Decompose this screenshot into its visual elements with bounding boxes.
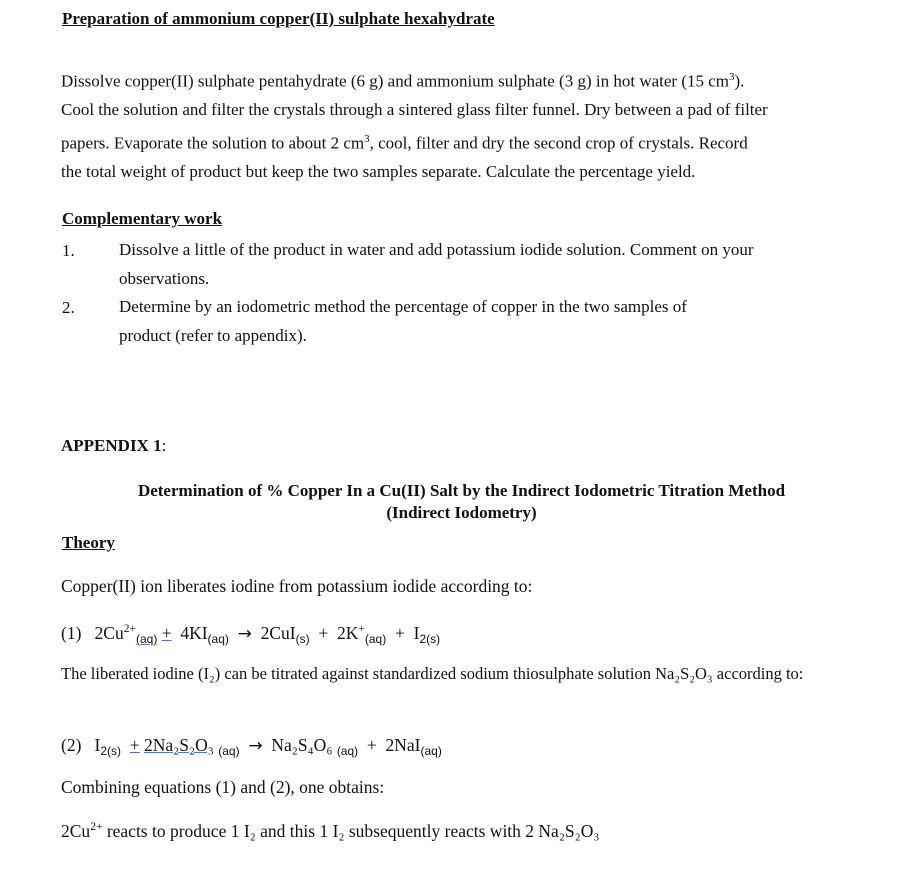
procedure-line-4: the total weight of product but keep the two samples separate. Calculate the percentage yield. [61, 162, 696, 182]
theory-intro: Copper(II) ion liberates iodine from potassium iodide according to: [61, 576, 533, 596]
reaction-arrow: → [248, 736, 263, 756]
procedure-paragraph [61, 63, 861, 187]
appendix-title: Determination of % Copper In a Cu(II) Salt by the Indirect Iodometric Titration Method (Indirect Iodometry) [137, 481, 786, 522]
equation-2: (2) $I_{2(s)} + 2Na_2S_2O_3$ $_{(aq)}$ → Na₂S₄O₆ $_{(aq)}$ + 2NaI$_{(aq)}$ [61, 735, 442, 758]
reaction-arrow: → [237, 624, 252, 644]
page-title: Preparation of ammonium copper(II) sulphate hexahydrate [62, 9, 495, 28]
superscript: 3 [729, 71, 735, 83]
titration-paragraph: The liberated iodine (I₂) can be titrated against standardized sodium thiosulphate solution Na₂S₂O₃ according to: [61, 664, 804, 683]
procedure-line-1: Dissolve copper(II) sulphate pentahydrate (6 g) and ammonium sulphate (3 g) in hot water (15 $cm^3$). [61, 71, 745, 91]
list-item-number: 1. [62, 241, 75, 260]
procedure-line-3: papers. Evaporate the solution to about 2 $cm^3$, cool, filter and dry the second crop of crystals. Record [61, 133, 748, 153]
combining-text: Combining equations (1) and (2), one obtains: [61, 777, 385, 797]
final-statement: $2Cu^{2+}$ reacts to produce 1 I₂ and this 1 I₂ subsequently reacts with 2 Na₂S₂O₃ [61, 821, 600, 841]
theory-heading: Theory [62, 533, 115, 552]
equation-1: (1) $2Cu^{2+}_{(aq)} + 4KI_{(aq)} \to 2CuI_{(s)} + 2K^+_{(aq)} + I_{2(s)}$ [61, 623, 441, 646]
procedure-line-2: Cool the solution and filter the crystals through a sintered glass filter funnel. Dry between a pad of filter [61, 100, 768, 120]
appendix-label: APPENDIX 1: [61, 436, 167, 455]
superscript: 3 [364, 133, 370, 146]
list-item: Dissolve a little of the product in water and add potassium iodide solution. Comment on your observations. [119, 240, 754, 288]
list-item-number: 2. [62, 298, 75, 317]
list-item: Determine by an iodometric method the percentage of copper in the two samples of product (refer to appendix). [119, 297, 687, 345]
complementary-heading: Complementary work [62, 209, 223, 228]
